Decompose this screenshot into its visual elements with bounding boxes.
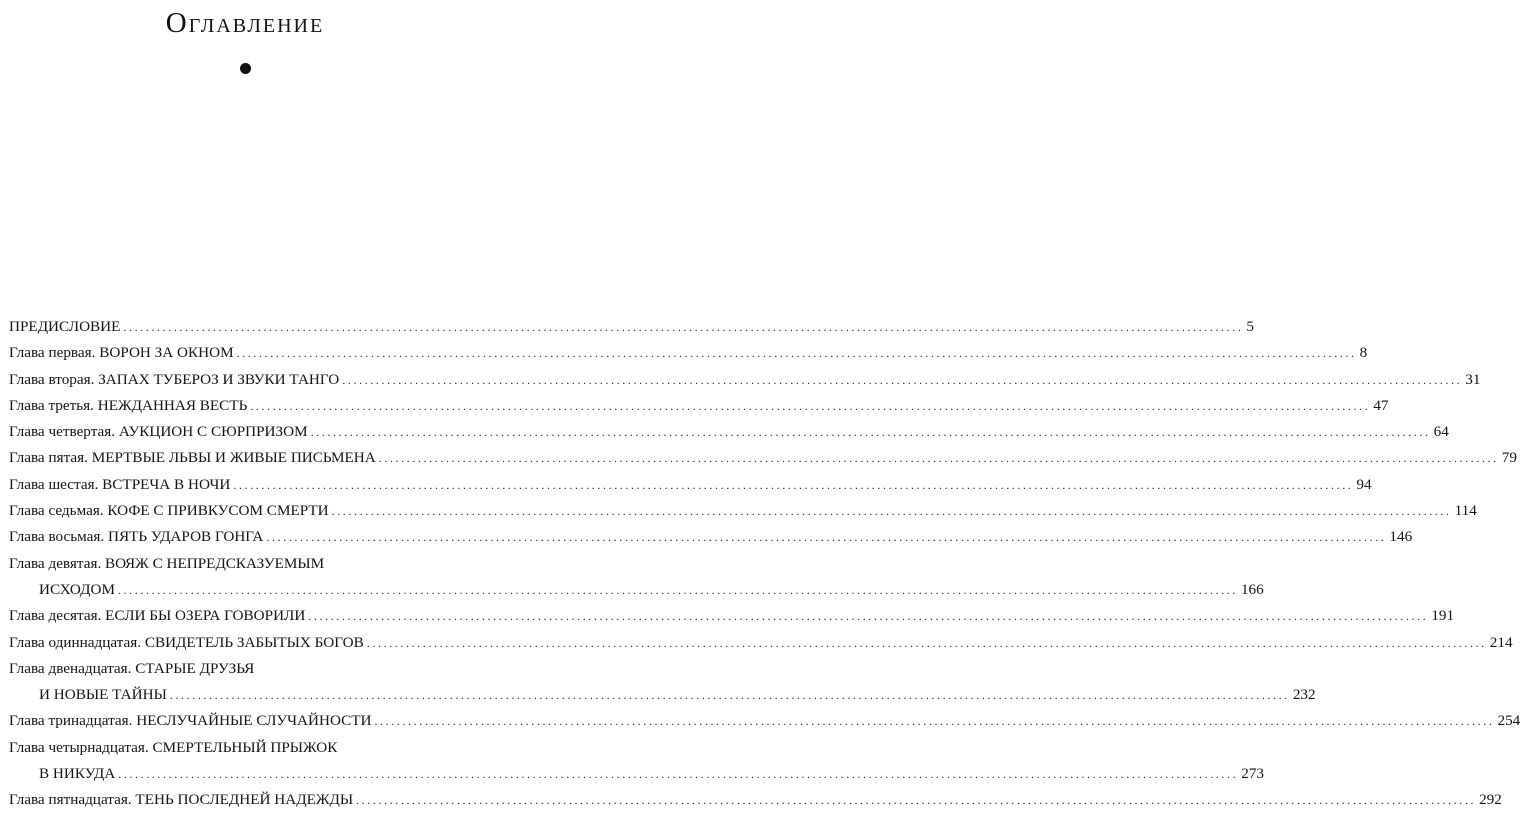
toc-entry — [9, 577, 1264, 603]
toc-entry-title: Глава одиннадцатая. СВИДЕТЕЛЬ ЗАБЫТЫХ БОГОВ — [9, 633, 364, 651]
table-of-contents — [9, 314, 1520, 814]
toc-entry-title: Глава седьмая. КОФЕ С ПРИВКУСОМ СМЕРТИ — [9, 502, 329, 520]
toc-entry — [9, 367, 1481, 393]
toc-entry — [9, 340, 1368, 366]
toc-entry — [9, 314, 1255, 340]
toc-entry-title: Глава пятая. МЕРТВЫЕ ЛЬВЫ И ЖИВЫЕ ПИСЬМЕНА — [9, 449, 376, 467]
dot-leader: ........................................................................................................................................................................................................ — [117, 582, 1238, 597]
toc-entry-title: Глава тринадцатая. НЕСЛУЧАЙНЫЕ СЛУЧАЙНОСТИ — [9, 712, 372, 730]
page-title: Оглавление — [165, 7, 325, 39]
dot-leader: ........................................................................................................................................................................................................ — [310, 425, 1431, 440]
dot-leader: ........................................................................................................................................................................................................ — [366, 635, 1487, 650]
toc-entry-page: 166 — [1240, 580, 1264, 598]
toc-entry — [9, 524, 1413, 550]
toc-entry — [9, 419, 1449, 445]
toc-entry-page: 146 — [1389, 528, 1413, 546]
toc-entry-page: 214 — [1489, 633, 1513, 651]
toc-entry-page: 5 — [1246, 318, 1255, 335]
toc-entry-title: Глава четырнадцатая. СМЕРТЕЛЬНЫЙ ПРЫЖОК — [9, 738, 338, 756]
toc-entry-title: Глава десятая. ЕСЛИ БЫ ОЗЕРА ГОВОРИЛИ — [9, 607, 306, 625]
toc-entry-page: 114 — [1454, 502, 1477, 520]
dot-leader: ........................................................................................................................................................................................................ — [378, 451, 1499, 466]
toc-entry — [9, 393, 1389, 419]
toc-entry — [9, 630, 1513, 656]
dot-leader: ........................................................................................................................................................................................................ — [266, 530, 1387, 545]
toc-entry — [9, 735, 481, 761]
toc-entry-page: 232 — [1292, 686, 1316, 704]
dot-leader: ........................................................................................................................................................................................................ — [374, 714, 1495, 729]
dot-leader: ........................................................................................................................................................................................................ — [169, 688, 1290, 703]
toc-entry-page: 292 — [1479, 791, 1502, 809]
toc-entry-title: Глава пятнадцатая. ТЕНЬ ПОСЛЕДНЕЙ НАДЕЖДЫ — [9, 791, 354, 809]
toc-entry — [9, 445, 1517, 471]
toc-entry-page: 254 — [1497, 712, 1520, 730]
toc-entry-page: 31 — [1465, 370, 1481, 388]
toc-entry-title: ПРЕДИСЛОВИЕ — [9, 318, 121, 335]
toc-entry — [9, 682, 1316, 708]
dot-leader: ........................................................................................................................................................................................................ — [331, 504, 1452, 519]
toc-entry — [9, 787, 1502, 813]
toc-entry-page: 94 — [1356, 475, 1372, 493]
dot-leader: ........................................................................................................................................................................................................ — [233, 477, 1354, 492]
toc-entry-page: 47 — [1373, 396, 1389, 414]
toc-entry-title: Глава четвертая. АУКЦИОН С СЮРПРИЗОМ — [9, 423, 308, 441]
toc-entry-title: ИСХОДОМ — [39, 580, 115, 598]
toc-entry-title: Глава третья. НЕЖДАННАЯ ВЕСТЬ — [9, 396, 248, 414]
toc-entry — [9, 761, 1265, 787]
toc-entry-title: Глава двенадцатая. СТАРЫЕ ДРУЗЬЯ — [9, 659, 255, 677]
toc-entry-title: Глава восьмая. ПЯТЬ УДАРОВ ГОНГА — [9, 528, 264, 546]
dot-leader: ........................................................................................................................................................................................................ — [118, 767, 1239, 782]
dot-leader: ........................................................................................................................................................................................................ — [123, 320, 1244, 334]
dot-leader: ........................................................................................................................................................................................................ — [308, 609, 1429, 624]
toc-entry — [9, 603, 1455, 629]
toc-entry — [9, 498, 1477, 524]
dot-leader: ........................................................................................................................................................................................................ — [250, 398, 1371, 413]
toc-entry — [9, 656, 481, 682]
dot-leader: ........................................................................................................................................................................................................ — [342, 372, 1463, 387]
bullet-ornament — [240, 63, 251, 74]
toc-entry-page: 191 — [1431, 607, 1455, 625]
toc-entry — [9, 708, 1520, 734]
toc-entry-page: 79 — [1501, 449, 1517, 467]
toc-entry-title: Глава первая. ВОРОН ЗА ОКНОМ — [9, 344, 234, 362]
toc-entry-page: 8 — [1359, 344, 1368, 362]
toc-entry — [9, 551, 481, 577]
toc-entry-page: 64 — [1433, 423, 1449, 441]
toc-entry-title: И НОВЫЕ ТАЙНЫ — [39, 686, 167, 704]
toc-entry — [9, 472, 1372, 498]
dot-leader: ........................................................................................................................................................................................................ — [236, 346, 1357, 361]
toc-entry-title: Глава шестая. ВСТРЕЧА В НОЧИ — [9, 475, 231, 493]
toc-entry-title: В НИКУДА — [39, 765, 116, 783]
toc-entry-title: Глава вторая. ЗАПАХ ТУБЕРОЗ И ЗВУКИ ТАНГО — [9, 370, 340, 388]
toc-entry-page: 273 — [1241, 765, 1265, 783]
toc-entry-title: Глава девятая. ВОЯЖ С НЕПРЕДСКАЗУЕМЫМ — [9, 554, 325, 572]
dot-leader: ........................................................................................................................................................................................................ — [356, 793, 1477, 808]
